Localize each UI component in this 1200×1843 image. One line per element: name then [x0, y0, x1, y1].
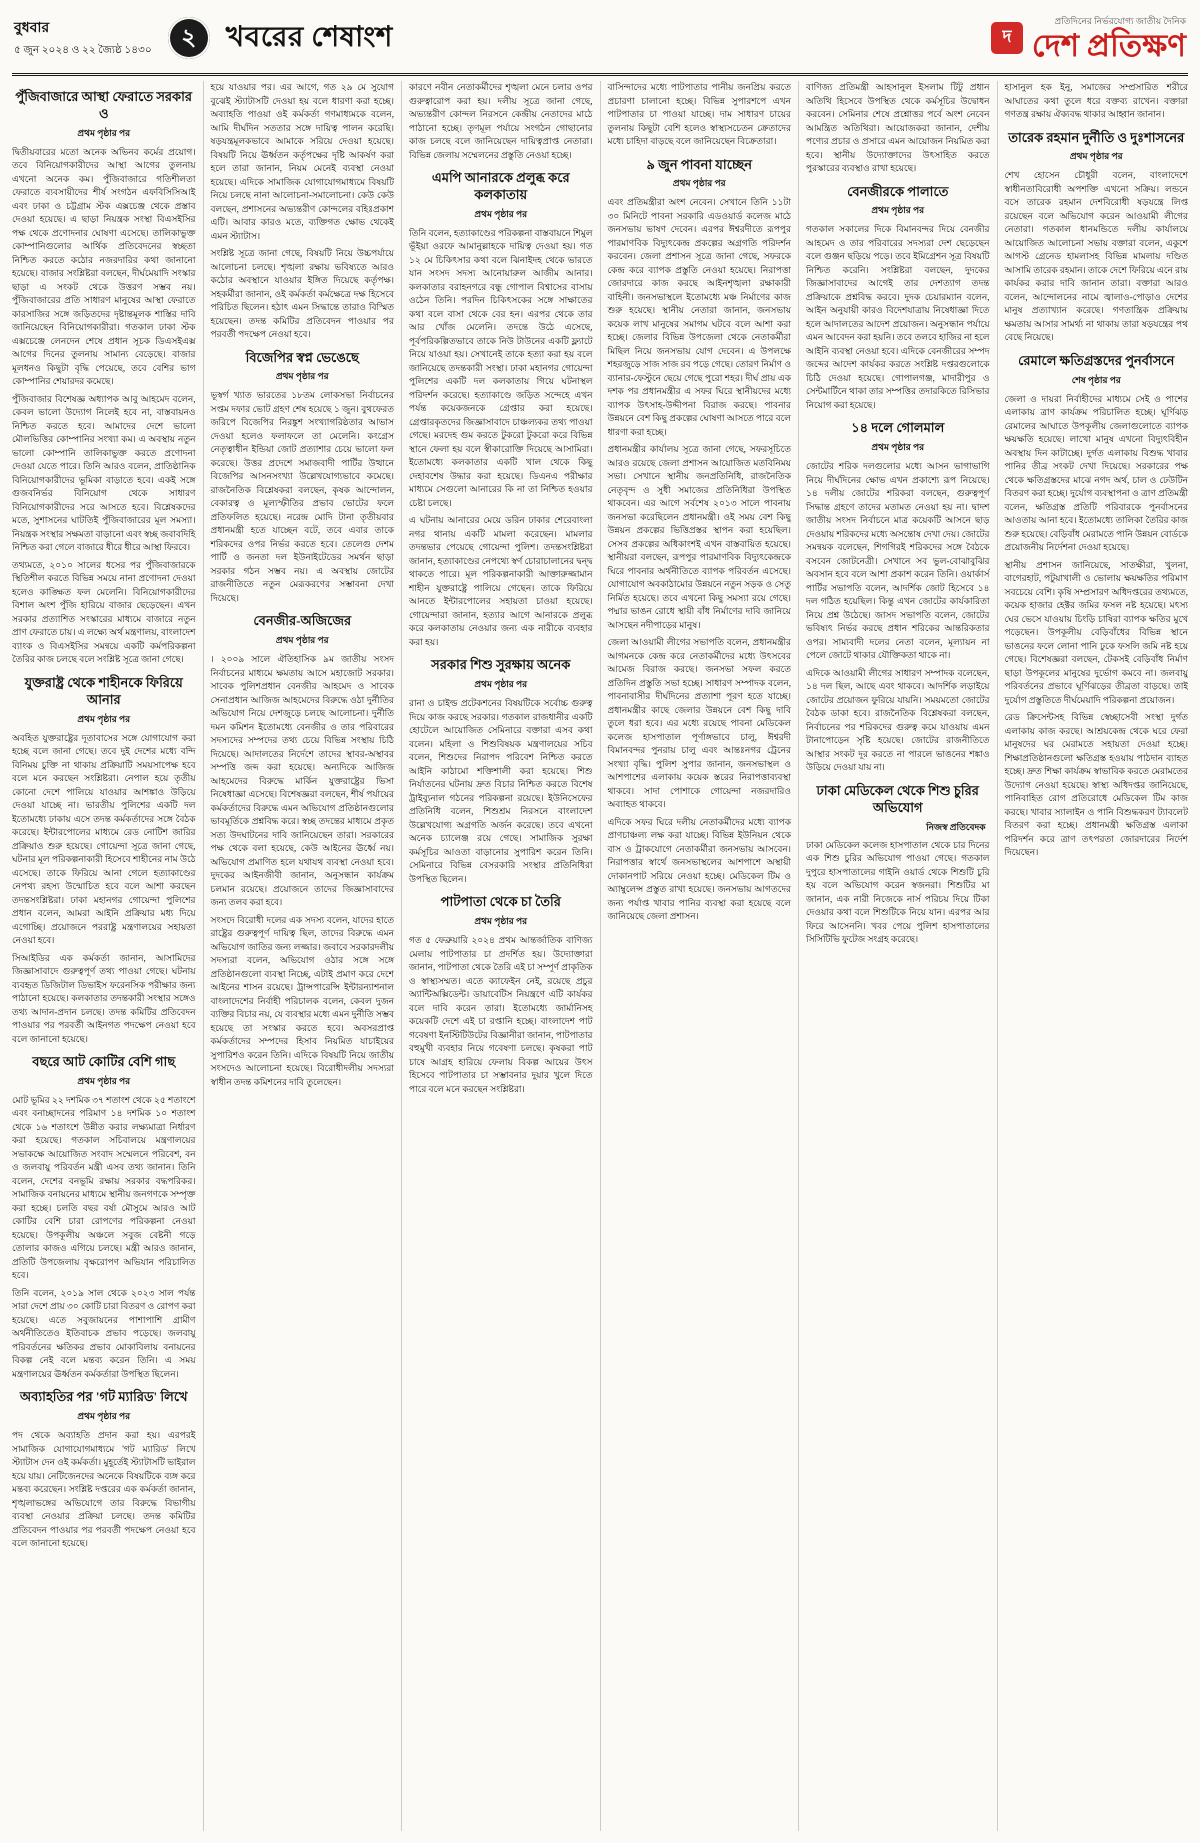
news-column [997, 81, 1189, 1831]
article-paragraph: সিআইডির এক কর্মকর্তা জানান, আসামিদের জিজ্ঞাসাবাদে গুরুত্বপূর্ণ তথ্য পাওয়া গেছে। ঘটনায় ব্যবহৃত ডিজিটাল ডিভাইস ফরেনসিক পরীক্ষার জন্য পাঠানো হয়েছে। কলকাতার তদন্তকারী সংস্থার সঙ্গেও তথ্য আদান-প্রদান চলছে। তদন্ত কমিটির প্রতিবেদন পাওয়ার পর পরবর্তী আইনগত পদক্ষেপ নেওয়া হবে বলে জানানো হয়েছে। [12, 952, 196, 1044]
article-headline: তারেক রহমান দুর্নীতি ও দুঃশাসনের [1008, 129, 1185, 145]
news-column [798, 81, 997, 1831]
article-paragraph: হাসানুল হক ইনু, সমাজের সম্প্রসারিত শরীরে আঘাতের কথা তুলে ধরে বক্তব্য রাখেন। বক্তারা গণতন্ত্র রক্ষায় ঐক্যবদ্ধ থাকার আহ্বান জানান। [1004, 82, 1188, 119]
article-paragraph: পুঁজিবাজার বিশেষজ্ঞ অধ্যাপক আবু আহমেদ বলেন, কেবল ভালো উদ্যোগ নিলেই হবে না, বাস্তবায়নও নিশ্চিত করতে হবে। আমাদের দেশে ভালো মৌলভিত্তির কোম্পানির সংখ্যা কম। এ অবস্থায় নতুন ভালো কোম্পানি তালিকাভুক্ত করতে প্রণোদনা দেওয়া যেতে পারে। তিনি আরও বলেন, প্রাতিষ্ঠানিক বিনিয়োগকারীদের ভূমিকা বাড়াতে হবে। একই সঙ্গে গুজবনির্ভর বিনিয়োগ থেকে সাধারণ বিনিয়োগকারীদের সরে আসতে হবে। বিশ্লেষকদের মতে, সুশাসনের ঘাটতিই পুঁজিবাজারের মূল সমস্যা। নিয়ন্ত্রক সংস্থার সক্ষমতা বাড়ানো এবং স্বচ্ছ জবাবদিহি নিশ্চিত করা গেলে বাজারে ধীরে ধীরে আস্থা ফিরবে। [12, 393, 196, 553]
masthead-tagline: প্রতিদিনের নির্ভরযোগ্য জাতীয় দৈনিক [1054, 16, 1186, 27]
article-headline: বছরে আট কোটির বেশি গাছ [32, 1054, 176, 1070]
article-paragraph: মোট ভূমির ২২ দশমিক ৩৭ শতাংশ থেকে ২৫ শতাংশে এবং বনাচ্ছাদনের পরিমাণ ১৪ দশমিক ১০ শতাংশ থেকে ১৬ শতাংশে উন্নীত করার লক্ষ্যমাত্রা নির্ধারণ করা হয়েছে। গতকাল সচিবালয়ে মন্ত্রণালয়ের সভাকক্ষে আয়োজিত সংবাদ সম্মেলনে পরিবেশ, বন ও জলবায়ু পরিবর্তন মন্ত্রী এসব তথ্য জানান। তিনি বলেন, দেশের বনভূমি রক্ষায় সরকার বদ্ধপরিকর। সামাজিক বনায়নের মাধ্যমে স্থানীয় জনগণকে সম্পৃক্ত করা হচ্ছে। চলতি বছর বর্ষা মৌসুমে আরও আট কোটির বেশি চারা রোপণের পরিকল্পনা নেওয়া হয়েছে। উপকূলীয় অঞ্চলে সবুজ বেষ্টনী গড়ে তোলার কাজও এগিয়ে চলছে। মন্ত্রী আরও জানান, প্রতিটি উপজেলায় বৃক্ষরোপণ অভিযান পরিচালিত হবে। [12, 1094, 196, 1281]
day-label: বুধবার [14, 21, 50, 36]
article-paragraph: অবহিত যুক্তরাষ্ট্রের দূতাবাসের সঙ্গে যোগাযোগ করা হচ্ছে বলে জানা গেছে। তবে দুই দেশের মধ্যে বন্দি বিনিময় চুক্তি না থাকায় প্রক্রিয়াটি সময়সাপেক্ষ হবে বলে মনে করছেন সংশ্লিষ্টরা। নেপাল হয়ে তৃতীয় কোনো দেশে পালিয়ে যাওয়ার আশঙ্কাও উড়িয়ে দেওয়া যাচ্ছে না। ভারতীয় পুলিশের একটি দল ইতোমধ্যে ঢাকায় এসে তদন্ত কর্মকর্তাদের সঙ্গে বৈঠক করেছে। ইন্টারপোলের মাধ্যমে রেড নোটিশ জারির প্রক্রিয়াও শুরু হয়েছে। গোয়েন্দা সূত্রে জানা গেছে, ঘটনার মূল পরিকল্পনাকারী হিসেবে শাহীনের নাম উঠে এসেছে। তাকে ফিরিয়ে আনা গেলে হত্যাকাণ্ডের নেপথ্য রহস্য উন্মোচিত হবে বলে আশা করছেন তদন্তসংশ্লিষ্টরা। ঢাকা মহানগর গোয়েন্দা পুলিশের প্রধান বলেন, আমরা আইনি প্রক্রিয়ার মধ্য দিয়ে এগোচ্ছি। প্রয়োজনে পররাষ্ট্র মন্ত্রণালয়ের সহায়তা নেওয়া হবে। [12, 732, 196, 946]
article-paragraph: জেলা আওয়ামী লীগের সভাপতি বলেন, প্রধানমন্ত্রীর আগমনকে কেন্দ্র করে নেতাকর্মীদের মধ্যে উৎসবের আমেজ বিরাজ করছে। জনসভা সফল করতে প্রতিদিন প্রস্তুতি সভা হচ্ছে। সাধারণ সম্পাদক বলেন, পাবনাবাসীর দীর্ঘদিনের প্রত্যাশা পূরণ হতে যাচ্ছে। প্রধানমন্ত্রীর কাছে জেলার উন্নয়নে বেশ কিছু দাবি তুলে ধরা হবে। এর মধ্যে রয়েছে পাবনা মেডিকেল কলেজ হাসপাতাল পূর্ণাঙ্গভাবে চালু, ঈশ্বরদী বিমানবন্দর পুনরায় চালু এবং আন্তঃনগর ট্রেনের সংখ্যা বৃদ্ধি। পুলিশ সুপার জানান, জনসভাস্থল ও আশপাশের এলাকায় কয়েক স্তরের নিরাপত্তাব্যবস্থা থাকবে। সাদা পোশাকে গোয়েন্দা নজরদারিও অব্যাহত থাকবে। [607, 637, 791, 810]
continuation-kicker: প্রথম পৃষ্ঠার পর [77, 713, 131, 724]
article-paragraph: হয়ে যাওয়ার পর। এর আগে, গত ২৯ মে সুযোগ বুঝেই স্ট্যাটাসটি দেওয়া হয় বলে ধারণা করা হচ্ছে। অব্যাহতি পাওয়া ওই কর্মকর্তা গণমাধ্যমকে বলেন, আমি দীর্ঘদিন সততার সঙ্গে দায়িত্ব পালন করেছি। ষড়যন্ত্রমূলকভাবে আমাকে সরিয়ে দেওয়া হয়েছে। বিষয়টি নিয়ে ঊর্ধ্বতন কর্তৃপক্ষের দৃষ্টি আকর্ষণ করা হলে তারা জানান, নিয়ম মেনেই ব্যবস্থা নেওয়া হয়েছে। এদিকে সামাজিক যোগাযোগমাধ্যমে বিষয়টি নিয়ে চলছে নানা আলোচনা-সমালোচনা। কেউ কেউ বলছেন, প্রশাসনের অভ্যন্তরীণ কোন্দলের বহিঃপ্রকাশ এটি। আবার কারও মতে, ব্যক্তিগত ক্ষোভ থেকেই এমন স্ট্যাটাস। [210, 82, 394, 241]
article-paragraph: জেলা ও দায়রা নির্বাহীদের মাধ্যমে সেই ও পাশের এলাকায় ত্রাণ কার্যক্রম পরিচালিত হচ্ছে। ঘূর্ণিঝড় রেমালের আঘাতে উপকূলীয় জেলাগুলোতে ব্যাপক ক্ষয়ক্ষতি হয়েছে। লাখো মানুষ এখনো বিদ্যুৎবিহীন অবস্থায় দিন কাটাচ্ছে। দুর্গত এলাকায় বিশুদ্ধ খাবার পানির তীব্র সংকট দেখা দিয়েছে। সরকারের পক্ষ থেকে ক্ষতিগ্রস্তদের মাঝে নগদ অর্থ, চাল ও ঢেউটিন বিতরণ করা হচ্ছে। দুর্যোগ ব্যবস্থাপনা ও ত্রাণ প্রতিমন্ত্রী বলেন, ক্ষতিগ্রস্ত প্রতিটি পরিবারকে পুনর্বাসনের আওতায় আনা হবে। ইতোমধ্যে তালিকা তৈরির কাজ শুরু হয়েছে। বেড়িবাঁধ মেরামতে পানি উন্নয়ন বোর্ডকে প্রয়োজনীয় নির্দেশনা দেওয়া হয়েছে। [1004, 393, 1188, 553]
article-paragraph: গতকাল সকালের দিকে বিমানবন্দর দিয়ে বেনজীর আহমেদ ও তার পরিবারের সদস্যরা দেশ ছেড়েছেন বলে গুঞ্জন ছড়িয়ে পড়ে। তবে ইমিগ্রেশন সূত্র বিষয়টি নিশ্চিত করেনি। সংশ্লিষ্টরা বলছেন, দুদকের জিজ্ঞাসাবাদের আগেই তার দেশত্যাগ তদন্ত প্রক্রিয়াকে প্রশ্নবিদ্ধ করবে। দুদক চেয়ারম্যান বলেন, আইন অনুযায়ী কারও বিদেশযাত্রায় নিষেধাজ্ঞা দিতে হলে আদালতের আদেশ প্রয়োজন। অনুসন্ধান পর্যায়ে এমন আবেদন করা হয়নি। তবে তলবে হাজির না হলে আইনি ব্যবস্থা নেওয়া হবে। এদিকে বেনজীরের সম্পদ জব্দের আদেশ কার্যকর করতে সংশ্লিষ্ট দপ্তরগুলোকে চিঠি দেওয়া হয়েছে। গোপালগঞ্জ, মাদারীপুর ও সেন্টমার্টিনে থাকা তার সম্পত্তির তদারকিতে রিসিভার নিয়োগ করা হয়েছে। [806, 224, 990, 410]
article-paragraph: সংশ্লিষ্ট সূত্রে জানা গেছে, বিষয়টি নিয়ে উচ্চপর্যায়ে আলোচনা চলছে। শৃঙ্খলা রক্ষায় ভবিষ্যতে আরও কঠোর অবস্থানে যাওয়ার ইঙ্গিত দিয়েছে কর্তৃপক্ষ। সহকর্মীরা জানান, ওই কর্মকর্তা কর্মক্ষেত্রে দক্ষ হিসেবে পরিচিত ছিলেন। হঠাৎ এমন সিদ্ধান্তে তারাও বিস্মিত হয়েছেন। তদন্ত কমিটির প্রতিবেদন পাওয়ার পর পরবর্তী পদক্ষেপ নেওয়া হবে। [210, 248, 394, 339]
article-paragraph: এবং প্রতিমন্ত্রীরা অংশ নেবেন। সেখানে তিনি ১১টা ৩০ মিনিটে পাবনা সরকারি এডওয়ার্ড কলেজ মাঠে জনসভায় ভাষণ দেবেন। এরপর ঈশ্বরদীতে রূপপুর পারমাণবিক বিদ্যুৎকেন্দ্র প্রকল্পের অগ্রগতি পরিদর্শন করবেন। জেলা প্রশাসন সূত্রে জানা গেছে, সফরকে কেন্দ্র করে ব্যাপক প্রস্তুতি নেওয়া হয়েছে। নিরাপত্তা জোরদারে কাজ করছে আইনশৃঙ্খলা রক্ষাকারী বাহিনী। জনসভাস্থলে ইতোমধ্যে মঞ্চ নির্মাণের কাজ শুরু হয়েছে। স্থানীয় নেতারা জানান, জনসভায় কয়েক লাখ মানুষের সমাগম ঘটবে বলে আশা করা হচ্ছে। জেলার বিভিন্ন উপজেলা থেকে নেতাকর্মীরা মিছিল নিয়ে জনসভায় যোগ দেবেন। এ উপলক্ষে শহরজুড়ে সাজ সাজ রব পড়ে গেছে। তোরণ নির্মাণ ও ব্যানার-ফেস্টুনে ছেয়ে গেছে পুরো শহর। দীর্ঘ প্রায় এক দশক পর প্রধানমন্ত্রীর এ সফর ঘিরে স্থানীয়দের মধ্যে ব্যাপক উৎসাহ-উদ্দীপনা বিরাজ করছে। পাবনার উন্নয়নে বেশ কিছু প্রকল্পের ঘোষণা আসতে পারে বলে ধারণা করা হচ্ছে। [607, 197, 791, 437]
article-paragraph: গত ৫ ফেব্রুয়ারি ২০২৪ প্রথম আন্তর্জাতিক বাণিজ্য মেলায় পাটপাতার চা প্রদর্শিত হয়। উদ্যোক্তারা জানান, পাটপাতা থেকে তৈরি এই চা সম্পূর্ণ প্রাকৃতিক ও স্বাস্থ্যসম্মত। এতে ক্যাফেইন নেই, রয়েছে প্রচুর অ্যান্টিঅক্সিডেন্ট। ডায়াবেটিস নিয়ন্ত্রণে এটি কার্যকর বলে দাবি করেন তারা। ইতোমধ্যে জার্মানিসহ কয়েকটি দেশে এই চা রপ্তানি হচ্ছে। বাংলাদেশ পাট গবেষণা ইনস্টিটিউটের বিজ্ঞানীরা জানান, পাটপাতার বহুমুখী ব্যবহার নিয়ে গবেষণা চলছে। কৃষকরা পাট চাষে আগ্রহ হারিয়ে ফেলায় বিকল্প আয়ের উৎস হিসেবে পাটপাতার চা সম্ভাবনার দুয়ার খুলে দিতে পারে বলে মনে করছেন সংশ্লিষ্টরা। [409, 935, 593, 1094]
byline: নিজস্ব প্রতিবেদক [926, 821, 986, 832]
article-paragraph: এদিকে সফর ঘিরে দলীয় নেতাকর্মীদের মধ্যে ব্যাপক প্রাণচাঞ্চল্য লক্ষ করা যাচ্ছে। বিভিন্ন ইউনিয়ন থেকে বাস ও ট্রাকযোগে নেতাকর্মীরা জনসভায় আসবেন। নিরাপত্তার স্বার্থে জনসভাস্থলের আশপাশে অস্থায়ী দোকানপাট সরিয়ে নেওয়া হচ্ছে। মেডিকেল টিম ও অ্যাম্বুলেন্স প্রস্তুত রাখা হয়েছে। জনসভায় আগতদের জন্য পর্যাপ্ত খাবার পানির ব্যবস্থা করা হয়েছে বলে জানিয়েছে জেলা প্রশাসন। [607, 816, 791, 922]
page-header [12, 8, 1188, 76]
article-paragraph: দ্বিতীয়বারের মতো অনেক অভিনব কর্মের প্রয়োগ। তবে বিনিয়োগকারীদের আস্থা আগের তুলনায় এখনো অনেক কম। পুঁজিবাজারে গতিশীলতা ফেরাতে ব্যবসায়ীদের শীর্ষ সংগঠন এফবিসিসিআই এবং ঢাকা ও চট্টগ্রাম স্টক এক্সচেঞ্জ থেকে প্রস্তাব দেওয়া হয়েছে। এ ছাড়া নিয়ন্ত্রক সংস্থা বিএসইসির পক্ষ থেকে প্রণোদনার ঘোষণা এসেছে। তালিকাভুক্ত কোম্পানিগুলোর আর্থিক প্রতিবেদনের স্বচ্ছতা নিশ্চিত করতে কঠোর নজরদারির কথা জানানো হয়েছে। বাজার সংশ্লিষ্টরা বলছেন, দীর্ঘমেয়াদি সংস্কার ছাড়া এ সংকট থেকে উত্তরণ সম্ভব নয়। পুঁজিবাজারের প্রতি সাধারণ মানুষের আস্থা ফেরাতে কারসাজির সঙ্গে জড়িতদের দৃষ্টান্তমূলক শাস্তির দাবি জানিয়েছেন বিনিয়োগকারীরা। গতকাল ঢাকা স্টক এক্সচেঞ্জে লেনদেন শেষে প্রধান সূচক ডিএসইএক্স আগের দিনের তুলনায় সামান্য বেড়েছে। বাজার মূলধনও কিছুটা বৃদ্ধি পেয়েছে, তবে বেশির ভাগ কোম্পানির শেয়ারদর কমেছে। [12, 146, 196, 387]
article-headline: যুক্তরাষ্ট্র থেকে শাহীনকে ফিরিয়ে আনার [24, 674, 183, 707]
article-headline: ৯ জুন পাবনা যাচ্ছেন [646, 156, 752, 172]
article-headline: এমপি আনারকে প্রলুব্ধ করে কলকাতায় [431, 170, 570, 202]
article-paragraph: শেখ হোসেন চৌধুরী বলেন, বাংলাদেশে স্বাধীনতাবিরোধী অপশক্তি এখনো সক্রিয়। লন্ডনে বসে তারেক রহমান দেশবিরোধী ষড়যন্ত্রে লিপ্ত রয়েছেন বলে অভিযোগ করেন আওয়ামী লীগের নেতারা। গতকাল ধানমন্ডিতে দলীয় কার্যালয়ে আয়োজিত আলোচনা সভায় বক্তারা বলেন, একুশে আগস্ট গ্রেনেড হামলাসহ বিভিন্ন মামলায় দণ্ডিত আসামি তারেক রহমান। তাকে দেশে ফিরিয়ে এনে রায় কার্যকর করার দাবি জানান তারা। বক্তারা আরও বলেন, আন্দোলনের নামে জ্বালাও-পোড়াও দেশের মানুষ প্রত্যাখ্যান করেছে। গণতান্ত্রিক প্রক্রিয়ায় ক্ষমতায় আসার সামর্থ্য না থাকায় তারা ষড়যন্ত্রের পথ বেছে নিয়েছে। [1004, 170, 1188, 343]
article-paragraph: এ ঘটনায় আনারের মেয়ে ডরিন ঢাকার শেরেবাংলা নগর থানায় একটি মামলা করেছেন। মামলার তদন্তভার পেয়েছে গোয়েন্দা পুলিশ। তদন্তসংশ্লিষ্টরা জানান, হত্যাকাণ্ডের নেপথ্যে স্বর্ণ চোরাচালানের দ্বন্দ্ব থাকতে পারে। মূল পরিকল্পনাকারী আক্তারুজ্জামান শাহীন যুক্তরাষ্ট্রে পালিয়ে গেছেন। তাকে ফিরিয়ে আনতে ইন্টারপোলের সহায়তা চাওয়া হয়েছে। গোয়েন্দারা জানান, হত্যার আগে আনারকে প্রলুব্ধ করে কলকাতায় নেওয়ার জন্য এক নারীকে ব্যবহার করা হয়। [409, 515, 593, 647]
article-paragraph: রেড ক্রিসেন্টসহ বিভিন্ন স্বেচ্ছাসেবী সংস্থা দুর্গত এলাকায় কাজ করছে। আশ্রয়কেন্দ্র থেকে ঘরে ফেরা মানুষদের ঘর মেরামতে সহায়তা দেওয়া হচ্ছে। শিক্ষাপ্রতিষ্ঠানগুলো ক্ষতিগ্রস্ত হওয়ায় পাঠদান ব্যাহত হচ্ছে। দ্রুত শিক্ষা কার্যক্রম স্বাভাবিক করতে মেরামতের উদ্যোগ নেওয়া হয়েছে। স্বাস্থ্য অধিদপ্তর জানিয়েছে, পানিবাহিত রোগ প্রতিরোধে মেডিকেল টিম কাজ করছে। খাবার স্যালাইন ও পানি বিশুদ্ধকরণ ট্যাবলেট বিতরণ করা হচ্ছে। প্রধানমন্ত্রী ক্ষতিগ্রস্ত এলাকা পরিদর্শন করে ত্রাণ তৎপরতা জোরদারের নির্দেশ দিয়েছেন। [1004, 712, 1188, 858]
page-number-emblem [168, 17, 210, 59]
article-paragraph: রানা ও চাইল্ড প্রটেকশনের বিষয়টিকে সর্বোচ্চ গুরুত্ব দিয়ে কাজ করছে সরকার। গতকাল রাজধানীর একটি হোটেলে আয়োজিত সেমিনারে বক্তারা এসব কথা বলেন। মহিলা ও শিশুবিষয়ক মন্ত্রণালয়ের সচিব বলেন, শিশুদের নিরাপদ পরিবেশ নিশ্চিত করতে আইনি কাঠামো শক্তিশালী করা হয়েছে। শিশু নির্যাতনের ঘটনায় দ্রুত বিচার নিশ্চিত করতে বিশেষ ট্রাইব্যুনাল গঠনের পরিকল্পনা রয়েছে। ইউনিসেফের প্রতিনিধি বলেন, শিশুশ্রম নিরসনে বাংলাদেশ উল্লেখযোগ্য অগ্রগতি অর্জন করেছে। তবে এখনো অনেক চ্যালেঞ্জ রয়ে গেছে। সামাজিক সুরক্ষা কর্মসূচির আওতা বাড়ানোর সুপারিশ করেন তিনি। সেমিনারে বিভিন্ন বেসরকারি সংস্থার প্রতিনিধিরা উপস্থিত ছিলেন। [409, 698, 593, 884]
continuation-kicker: প্রথম পৃষ্ঠার পর [672, 178, 726, 189]
article-paragraph: জোটের শরিক দলগুলোর মধ্যে আসন ভাগাভাগি নিয়ে দীর্ঘদিনের ক্ষোভ এখন প্রকাশ্যে রূপ নিয়েছে। ১৪ দলীয় জোটের শরিকরা বলছেন, গুরুত্বপূর্ণ সিদ্ধান্ত গ্রহণে তাদের মতামত নেওয়া হয় না। দ্বাদশ জাতীয় সংসদ নির্বাচনে মাত্র কয়েকটি আসনে ছাড় দেওয়ায় শরিকদের মধ্যে অসন্তোষ দেখা দেয়। জোটের সমন্বয়ক বলেছেন, শিগগিরই শরিকদের সঙ্গে বৈঠকে বসবেন জোটনেত্রী। সেখানে সব ভুল-বোঝাবুঝির অবসান হবে বলে আশা প্রকাশ করেন তিনি। ওয়ার্কার্স পার্টির সভাপতি বলেন, আদর্শিক জোট হিসেবে ১৪ দল গঠিত হয়েছিল। কিন্তু এখন জোটের কার্যকারিতা নিয়ে প্রশ্ন উঠেছে। জাসদ সভাপতি বলেন, জোটের ভবিষ্যৎ নির্ভর করছে প্রধান শরিকের আন্তরিকতার ওপর। সাম্যবাদী দলের নেতা বলেন, মূল্যায়ন না পেলে জোটে থাকার যৌক্তিকতা থাকে না। [806, 461, 990, 661]
continuation-kicker: প্রথম পৃষ্ঠার পর [871, 442, 925, 453]
continuation-kicker: প্রথম পৃষ্ঠার পর [474, 916, 528, 927]
article-headline: ১৪ দলে গোলমাল [851, 420, 945, 436]
article-headline: পুঁজিবাজারে আস্থা ফেরাতে সরকার ও [15, 89, 193, 121]
news-column [203, 81, 402, 1831]
article-paragraph: বাণিজ্য প্রতিমন্ত্রী আহসানুল ইসলাম টিটু প্রধান অতিথি হিসেবে উপস্থিত থেকে কর্মসূচির উদ্বোধন করবেন। সেমিনার শেষে প্রশ্নোত্তর পর্বে অংশ নেবেন আমন্ত্রিত অতিথিরা। আয়োজকরা জানান, দেশীয় পণ্যের প্রচার ও প্রসারে এমন আয়োজন নিয়মিত করা হবে। স্থানীয় উদ্যোক্তাদের উৎসাহিত করতে পুরস্কারের ব্যবস্থাও রাখা হয়েছে। [806, 82, 990, 173]
article-headline: অব্যাহতির পর 'গট ম্যারিড' লিখে [19, 1389, 188, 1405]
article-headline: ঢাকা মেডিকেল থেকে শিশু চুরির অভিযোগ [816, 782, 979, 815]
article-paragraph: তথ্যমতে, ২০১০ সালের ধসের পর পুঁজিবাজারকে স্থিতিশীল করতে বিভিন্ন সময়ে নানা প্রণোদনা দেওয়া হলেও কাঙ্ক্ষিত ফল মেলেনি। বিনিয়োগকারীদের বিশাল অংশ পুঁজি হারিয়ে বাজার ছেড়েছেন। এখন সরকার প্রত্যাশিত সংস্কারের মাধ্যমে বাজারে নতুন প্রাণ ফেরাতে চায়। এ লক্ষ্যে অর্থ মন্ত্রণালয়, বাংলাদেশ ব্যাংক ও বিএসইসির সমন্বয়ে একটি কর্মপরিকল্পনা তৈরির কাজ চলছে বলে সংশ্লিষ্ট সূত্রে জানা গেছে। [12, 559, 196, 665]
continuation-kicker: প্রথম পৃষ্ঠার পর [474, 679, 528, 690]
continuation-kicker: প্রথম পৃষ্ঠার পর [275, 371, 329, 382]
masthead-logo-icon [991, 22, 1023, 54]
article-paragraph: তিনি বলেন, হত্যাকাণ্ডের পরিকল্পনা বাস্তবায়নে শিমুল ভূঁইয়া ওরফে আমানুল্লাহকে দায়িত্ব দেওয়া হয়। গত ১২ মে চিকিৎসার কথা বলে ঝিনাইদহ থেকে ভারতে যান সংসদ সদস্য আনোয়ারুল আজীম আনার। কলকাতার বরাহনগরে বন্ধু গোপাল বিশ্বাসের বাসায় ওঠেন তিনি। পরদিন চিকিৎসকের সঙ্গে সাক্ষাতের কথা বলে বাসা থেকে বের হন। এরপর থেকে তার আর খোঁজ মেলেনি। তদন্তে উঠে এসেছে, পূর্বপরিকল্পিতভাবে তাকে নিউ টাউনের একটি ফ্ল্যাটে নিয়ে যাওয়া হয়। সেখানেই তাকে হত্যা করা হয় বলে জানিয়েছে তদন্তকারী সংস্থা। ঢাকা মহানগর গোয়েন্দা পুলিশের একটি দল কলকাতায় গিয়ে ঘটনাস্থল পরিদর্শন করেছে। হত্যাকাণ্ডে জড়িত সন্দেহে এখন পর্যন্ত কয়েকজনকে গ্রেপ্তার করা হয়েছে। গ্রেপ্তারকৃতদের জিজ্ঞাসাবাদে চাঞ্চল্যকর তথ্য পাওয়া গেছে। মরদেহ গুম করতে টুকরো টুকরো করে বিভিন্ন স্থানে ফেলা হয় বলে স্বীকারোক্তি দিয়েছে আসামিরা। ইতোমধ্যে কলকাতার একটি খাল থেকে কিছু দেহাবশেষ উদ্ধার করা হয়েছে। ডিএনএ পরীক্ষার মাধ্যমে সেগুলো আনারের কি না তা নিশ্চিত হওয়ার চেষ্টা চলছে। [409, 227, 593, 508]
article-paragraph: ভূস্বর্গ খ্যাত ভারতের ১৮তম লোকসভা নির্বাচনের সপ্তম দফার ভোট গ্রহণ শেষ হয়েছে ১ জুন। বুথফেরত জরিপে বিজেপির নিরঙ্কুশ সংখ্যাগরিষ্ঠতার আভাস দেওয়া হলেও ফলাফলে তা মেলেনি। কংগ্রেস নেতৃত্বাধীন ইন্ডিয়া জোট প্রত্যাশার চেয়ে ভালো ফল করেছে। উত্তর প্রদেশে সমাজবাদী পার্টির উত্থানে বিজেপির আসনসংখ্যা উল্লেখযোগ্যভাবে কমেছে। রাজনৈতিক বিশ্লেষকরা বলছেন, কৃষক আন্দোলন, বেকারত্ব ও মূল্যস্ফীতির প্রভাব ভোটের ফলে প্রতিফলিত হয়েছে। নরেন্দ্র মোদি টানা তৃতীয়বার প্রধানমন্ত্রী হতে যাচ্ছেন বটে, তবে এবার তাকে শরিকদের ওপর নির্ভর করতে হবে। তেলেগু দেশম পার্টি ও জনতা দল ইউনাইটেডের সমর্থন ছাড়া সরকার গঠন সম্ভব নয়। এ অবস্থায় জোটের রাজনীতিতে নতুন মেরূকরণের সম্ভাবনা দেখা দিয়েছে। [210, 390, 394, 603]
day-date-block [14, 16, 152, 60]
continuation-kicker: প্রথম পৃষ্ঠার পর [474, 208, 528, 219]
continuation-kicker: প্রথম পৃষ্ঠার পর [275, 635, 329, 646]
article-paragraph: এদিকে আওয়ামী লীগের সাধারণ সম্পাদক বলেছেন, ১৪ দল ছিল, আছে এবং থাকবে। আদর্শিক লড়াইয়ে জোটের প্রয়োজন ফুরিয়ে যায়নি। সময়মতো জোটের বৈঠক ডাকা হবে। রাজনৈতিক বিশ্লেষকরা বলছেন, নির্বাচনের পর শরিকদের গুরুত্ব কমে যাওয়ায় এমন টানাপোড়েন সৃষ্টি হয়েছে। জোটের রাজনীতিতে আস্থার সংকট দূর করতে না পারলে ভাঙনের শঙ্কাও উড়িয়ে দেওয়া যায় না। [806, 667, 990, 773]
continuation-kicker: প্রথম পৃষ্ঠার পর [1069, 151, 1123, 162]
news-column [600, 81, 799, 1831]
article-paragraph: তিনি বলেন, ২০১৯ সাল থেকে ২০২৩ সাল পর্যন্ত সারা দেশে প্রায় ৩০ কোটি চারা বিতরণ ও রোপণ করা হয়েছে। এতে সবুজায়নের পাশাপাশি গ্রামীণ অর্থনীতিতেও ইতিবাচক প্রভাব পড়েছে। জলবায়ু পরিবর্তনের ক্ষতিকর প্রভাব মোকাবিলায় বনায়নের বিকল্প নেই বলে মন্তব্য করেন তিনি। এ সময় মন্ত্রণালয়ের ঊর্ধ্বতন কর্মকর্তারা উপস্থিত ছিলেন। [12, 1287, 196, 1379]
continuation-kicker: প্রথম পৃষ্ঠার পর [77, 1075, 131, 1086]
article-paragraph: সংসদে বিরোধী দলের এক সদস্য বলেন, যাদের হাতে রাষ্ট্রের গুরুত্বপূর্ণ দায়িত্ব ছিল, তাদের বিরুদ্ধে এমন অভিযোগ জাতির জন্য লজ্জার। জবাবে সরকারদলীয় সদস্যরা বলেন, অভিযোগ ওঠার সঙ্গে সঙ্গে প্রতিষ্ঠানগুলো ব্যবস্থা নিচ্ছে, এটাই প্রমাণ করে দেশে আইনের শাসন রয়েছে। ট্রান্সপারেন্সি ইন্টারন্যাশনাল বাংলাদেশের নির্বাহী পরিচালক বলেন, কেবল দুজন ব্যক্তির বিচার নয়, যে ব্যবস্থার মধ্যে এমন দুর্নীতি সম্ভব হয়েছে তা সংস্কার করতে হবে। অবসরপ্রাপ্ত কর্মকর্তাদের সম্পদের হিসাব নিয়মিত যাচাইয়ের সুপারিশও করেন তিনি। এদিকে বিষয়টি নিয়ে জাতীয় সংসদেও আলোচনা হয়েছে। বিরোধীদলীয় সদস্যরা স্বাধীন তদন্ত কমিশনের দাবি তুলেছেন। [210, 914, 394, 1087]
continuation-kicker: শেষ পৃষ্ঠার পর [1071, 374, 1121, 385]
article-headline: বেনজীরকে পালাতে [847, 183, 949, 199]
article-headline: সরকার শিশু সুরক্ষায় অনেক [431, 657, 571, 673]
article-headline: পাটপাতা থেকে চা তৈরি [440, 894, 561, 910]
masthead-text-block [1032, 14, 1186, 62]
article-paragraph: স্থানীয় প্রশাসন জানিয়েছে, সাতক্ষীরা, খুলনা, বাগেরহাট, পটুয়াখালী ও ভোলায় ক্ষয়ক্ষতির পরিমাণ সবচেয়ে বেশি। কৃষি সম্প্রসারণ অধিদপ্তরের তথ্যমতে, কয়েক হাজার হেক্টর জমির ফসল নষ্ট হয়েছে। মৎস্য ঘের ভেসে যাওয়ায় চিংড়ি চাষিরা ব্যাপক ক্ষতির মুখে পড়েছেন। উপকূলীয় বেড়িবাঁধের বিভিন্ন স্থানে ভাঙনের ফলে লোনা পানি ঢুকে ফসলি জমি নষ্ট হয়ে গেছে। বিশেষজ্ঞরা বলছেন, টেকসই বেড়িবাঁধ নির্মাণ ছাড়া উপকূলের মানুষের দুর্ভোগ কমবে না। জলবায়ু পরিবর্তনের প্রভাবে ঘূর্ণিঝড়ের তীব্রতা বাড়ছে। তাই দুর্যোগ প্রস্তুতিতে দীর্ঘমেয়াদি পরিকল্পনা প্রয়োজন। [1004, 559, 1188, 705]
masthead [991, 14, 1186, 62]
article-headline: রেমালে ক্ষতিগ্রস্তদের পুনর্বাসনে [1018, 352, 1175, 368]
masthead-title: দেশ প্রতিক্ষণ [1031, 28, 1186, 64]
article-paragraph: । ২০০৯ সালে ঐতিহাসিক ৯ম জাতীয় সংসদ নির্বাচনের মাধ্যমে ক্ষমতায় আসে মহাজোট সরকার। সাবেক পুলিশপ্রধান বেনজীর আহমেদ ও সাবেক সেনাপ্রধান আজিজ আহমেদের বিরুদ্ধে ওঠা দুর্নীতির অভিযোগ নিয়ে দেশজুড়ে চলছে আলোচনা। দুর্নীতি দমন কমিশন ইতোমধ্যে বেনজীর ও তার পরিবারের সদস্যদের সম্পদের তথ্য চেয়ে বিভিন্ন সংস্থায় চিঠি দিয়েছে। আদালতের নির্দেশে তাদের স্থাবর-অস্থাবর সম্পত্তি জব্দ করা হয়েছে। অন্যদিকে আজিজ আহমেদের বিরুদ্ধে মার্কিন যুক্তরাষ্ট্রের ভিসা নিষেধাজ্ঞা এসেছে। বিশেষজ্ঞরা বলছেন, শীর্ষ পর্যায়ের কর্মকর্তাদের বিরুদ্ধে এমন অভিযোগ প্রতিষ্ঠানগুলোর ভাবমূর্তিকে প্রশ্নবিদ্ধ করে। স্বচ্ছ তদন্তের মাধ্যমে প্রকৃত সত্য উদঘাটনের দাবি জানিয়েছেন তারা। সরকারের পক্ষ থেকে বলা হয়েছে, কেউ আইনের ঊর্ধ্বে নয়। অভিযোগ প্রমাণিত হলে যথাযথ ব্যবস্থা নেওয়া হবে। দুদকের আইনজীবী জানান, অনুসন্ধান কার্যক্রম চলমান রয়েছে। প্রয়োজনে তাদের জিজ্ঞাসাবাদের জন্য তলব করা হবে। [210, 654, 394, 908]
continuation-kicker: প্রথম পৃষ্ঠার পর [871, 205, 925, 216]
article-paragraph: বাসিন্দাদের মধ্যে পাটপাতার পানীয় জনপ্রিয় করতে প্রচারণা চালানো হচ্ছে। বিভিন্ন সুপারশপে এখন পাটপাতার চা পাওয়া যাচ্ছে। দাম সাধারণ চায়ের তুলনায় কিছুটা বেশি হলেও স্বাস্থ্যসচেতন ক্রেতাদের মধ্যে চাহিদা বাড়ছে বলে জানিয়েছেন বিক্রেতারা। [607, 82, 791, 146]
masthead-logo-letter: দ [1002, 26, 1012, 46]
date-label: ৫ জুন ২০২৪ ও ২২ জ্যৈষ্ঠ ১৪৩০ [14, 45, 152, 56]
page-number: ২ [181, 24, 197, 50]
news-columns [12, 81, 1188, 1831]
continuation-kicker: প্রথম পৃষ্ঠার পর [77, 1411, 131, 1422]
article-paragraph: কারণে নবীন নেতাকর্মীদের শৃঙ্খলা মেনে চলার ওপর গুরুত্বারোপ করা হয়। দলীয় সূত্রে জানা গেছে, অভ্যন্তরীণ কোন্দল নিরসনে কেন্দ্রীয় নেতাদের মাঠে পাঠানো হচ্ছে। তৃণমূল পর্যায়ে সংগঠন গোছানোর কাজ চলছে বলে জানিয়েছেন দায়িত্বপ্রাপ্ত নেতারা। বিভিন্ন জেলায় সম্মেলনের প্রস্তুতি নেওয়া হচ্ছে। [409, 82, 593, 160]
article-paragraph: পদ থেকে অব্যাহতি প্রদান করা হয়। এরপরই সামাজিক যোগাযোগমাধ্যমে 'গট ম্যারিড' লিখে স্ট্যাটাস দেন ওই কর্মকর্তা। মুহূর্তেই স্ট্যাটাসটি ভাইরাল হয়ে যায়। নেটিজেনদের অনেকে বিষয়টিকে ব্যঙ্গ করে মন্তব্য করেছেন। সংশ্লিষ্ট দপ্তরের এক কর্মকর্তা জানান, শৃঙ্খলাভঙ্গের অভিযোগে তার বিরুদ্ধে বিভাগীয় ব্যবস্থা নেওয়ার প্রক্রিয়া চলছে। তদন্ত কমিটির প্রতিবেদন পাওয়ার পর পরবর্তী পদক্ষেপ নেওয়া হবে বলে জানানো হয়েছে। [12, 1430, 196, 1549]
article-headline: বিজেপির স্বপ্ন ভেঙেছে [245, 349, 359, 365]
article-paragraph: প্রধানমন্ত্রীর কার্যালয় সূত্রে জানা গেছে, সফরসূচিতে আরও রয়েছে জেলা প্রশাসন আয়োজিত মতবিনিময় সভা। সেখানে স্থানীয় জনপ্রতিনিধি, রাজনৈতিক নেতৃবৃন্দ ও সুধী সমাজের প্রতিনিধিরা উপস্থিত থাকবেন। এর আগে সর্বশেষ ২০১৩ সালে পাবনায় জনসভা করেছিলেন প্রধানমন্ত্রী। ওই সময় বেশ কিছু উন্নয়ন প্রকল্পের ভিত্তিপ্রস্তর স্থাপন করা হয়েছিল। সেসব প্রকল্পের অধিকাংশই এখন বাস্তবায়িত হয়েছে। স্থানীয়রা বলছেন, রূপপুর পারমাণবিক বিদ্যুৎকেন্দ্রকে ঘিরে পাবনার অর্থনীতিতে ব্যাপক পরিবর্তন এসেছে। যোগাযোগ অবকাঠামোর উন্নয়নে নতুন সড়ক ও সেতু নির্মিত হয়েছে। তবে এখনো কিছু সমস্যা রয়ে গেছে। পদ্মার ভাঙন রোধে স্থায়ী বাঁধ নির্মাণের দাবি জানিয়ে আসছেন নদীপাড়ের মানুষ। [607, 444, 791, 630]
article-headline: বেনজীর-অজিজের [253, 613, 352, 629]
section-title: খবরের শেষাংশ [225, 21, 393, 53]
article-paragraph: ঢাকা মেডিকেল কলেজ হাসপাতাল থেকে চার দিনের এক শিশু চুরির অভিযোগ পাওয়া গেছে। গতকাল দুপুরে হাসপাতালের গাইনি ওয়ার্ড থেকে শিশুটি চুরি হয় বলে অভিযোগ করেন স্বজনরা। শিশুটির মা জানান, এক নারী নিজেকে নার্স পরিচয় দিয়ে টিকা দেওয়ার কথা বলে শিশুটিকে নিয়ে যান। এরপর আর ফিরে আসেননি। খবর পেয়ে পুলিশ হাসপাতালের সিসিটিভি ফুটেজ সংগ্রহ করেছে। [806, 839, 990, 945]
news-column [12, 81, 203, 1831]
continuation-kicker: প্রথম পৃষ্ঠার পর [77, 127, 131, 138]
news-column [401, 81, 600, 1831]
